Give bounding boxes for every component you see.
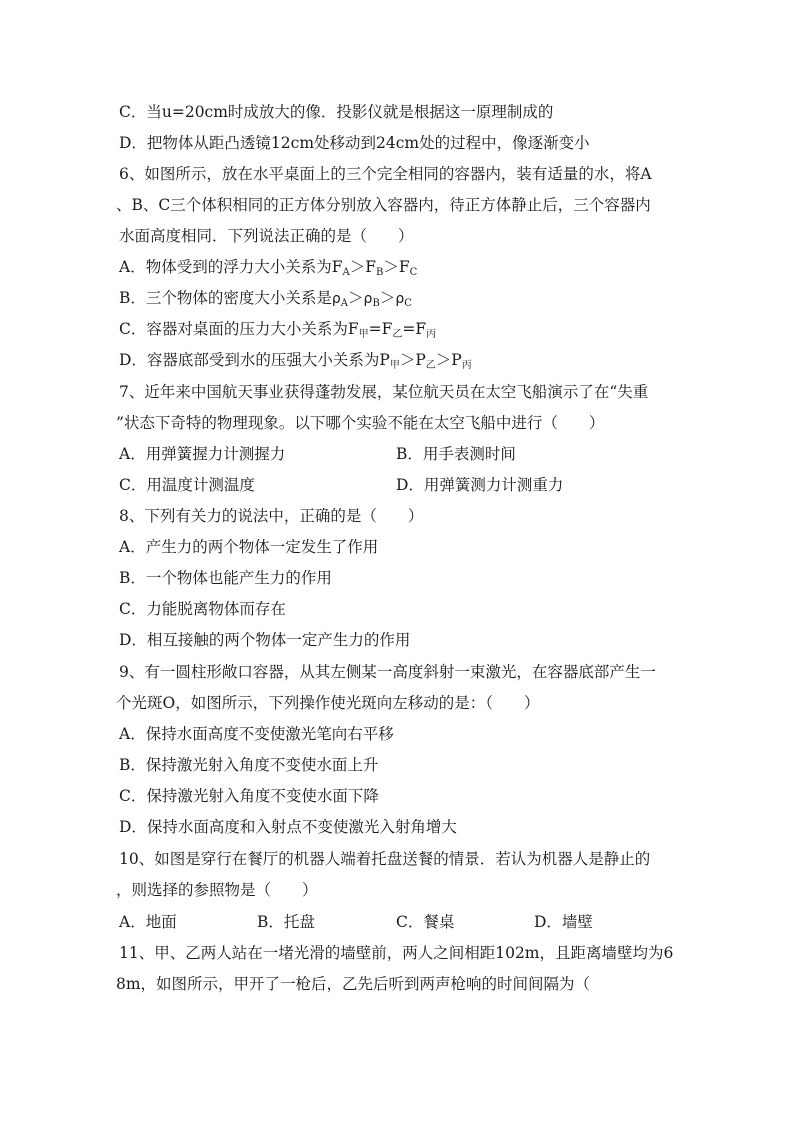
q6-option-c [119,317,679,341]
q9-option-b: B．保持激光射入角度不变使水面上升 [119,756,379,774]
q7-options-row-2 [119,473,679,497]
q9-stem-line-1: 9、有一圆柱形敞口容器，从其左侧某一高度斜射一束激光，在容器底部产生一 [119,663,656,681]
q7-stem-line-1: 7、近年来中国航天事业获得蓬勃发展，某位航天员在太空飞船演示了在“失重 [119,383,649,401]
q6-stem-line-2: 、B、C三个体积相同的正方体分别放入容器内，待正方体静止后，三个容器内 [116,196,651,214]
q6-b-sub-1: A [340,298,349,309]
q6-b-prefix: B．三个物体的密度大小关系是 [119,289,332,307]
q10-stem-line-2: ，则选择的参照物是（ ） [116,881,318,899]
q10-option-d: D．墙壁 [534,913,593,931]
q6-d-mid-2: ＞P [435,351,462,369]
q8-stem: 8、下列有关力的说法中，正确的是（ ） [119,507,424,525]
q10-option-a: A．地面 [119,913,177,931]
q8-option-c: C．力能脱离物体而存在 [119,600,286,618]
q6-option-a [119,255,679,279]
q6-stem-line-1: 6、如图所示，放在水平桌面上的三个完全相同的容器内，装有适量的水，将A [119,165,652,183]
q6-option-d [119,348,679,372]
q6-b-rho-2: ρ [363,291,373,307]
q6-b-rho-1: ρ [331,291,341,307]
q10-option-b: B．托盘 [257,913,315,931]
q7-option-b: B．用手表测时间 [396,445,516,463]
q6-c-sub-3: 丙 [426,329,437,340]
q6-option-b [119,286,679,310]
q6-d-mid-1: ＞P [399,351,426,369]
q9-option-a: A．保持水面高度不变使激光笔向右平移 [119,725,394,743]
q6-b-rho-3: ρ [395,291,405,307]
q6-c-sub-2: 乙 [392,329,403,340]
q6-d-prefix: D．容器底部受到水的压强大小关系为P [119,351,390,369]
q6-a-mid-1: ＞F [349,258,376,276]
q6-b-sub-3: C [404,298,412,309]
q9-option-c: C．保持激光射入角度不变使水面下降 [119,787,379,805]
q11-stem-line-2: 8m，如图所示，甲开了一枪后，乙先后听到两声枪响的时间间隔为（ [116,975,591,993]
q5-option-c: C．当u=20cm时成放大的像．投影仪就是根据这一原理制成的 [119,103,554,121]
q6-b-gt-1: ＞ [348,289,364,307]
q6-c-mid-2: =F [402,320,427,338]
q9-stem-line-2: 个光斑O，如图所示，下列操作使光斑向左移动的是：（ ） [116,694,540,712]
q9-option-d: D．保持水面高度和入射点不变使激光入射角增大 [119,818,457,836]
q7-options-row-1 [119,442,679,466]
q6-a-mid-2: ＞F [383,258,410,276]
q10-options-row [119,910,679,934]
q10-stem-line-1: 10、如图是穿行在餐厅的机器人端着托盘送餐的情景．若认为机器人是静止的 [119,850,651,868]
q6-d-sub-3: 丙 [461,360,472,371]
q6-stem-line-3: 水面高度相同．下列说法正确的是（ ） [119,227,414,245]
q11-stem-line-1: 11、甲、乙两人站在一堵光滑的墙壁前，两人之间相距102m，且距离墙壁均为6 [119,944,674,962]
q6-c-mid-1: =F [368,320,393,338]
q5-option-d: D．把物体从距凸透镜12cm处移动到24cm处的过程中，像逐渐变小 [119,134,590,152]
q10-option-c: C．餐桌 [396,913,455,931]
q6-b-gt-2: ＞ [379,289,396,307]
q7-option-a: A．用弹簧握力计测握力 [119,445,286,463]
q6-a-sub-1: A [342,267,350,278]
q8-option-b: B．一个物体也能产生力的作用 [119,569,332,587]
q6-d-sub-2: 乙 [425,360,436,371]
q6-c-prefix: C．容器对桌面的压力大小关系为F [119,320,359,338]
q6-a-prefix: A．物体受到的浮力大小关系为F [119,258,343,276]
q6-a-sub-2: B [375,267,384,278]
q7-option-c: C．用温度计测温度 [119,476,255,494]
q6-b-sub-2: B [372,298,380,309]
q8-option-a: A．产生力的两个物体一定发生了作用 [119,538,379,556]
q8-option-d: D．相互接触的两个物体一定产生力的作用 [119,631,411,649]
q6-d-sub-1: 甲 [389,360,400,371]
q6-a-sub-3: C [409,267,418,278]
q7-option-d: D．用弹簧测力计测重力 [396,476,564,494]
q6-c-sub-1: 甲 [358,329,369,340]
q7-stem-line-2: ”状态下奇特的物理现象。以下哪个实验不能在太空飞船中进行（ ） [116,414,605,432]
